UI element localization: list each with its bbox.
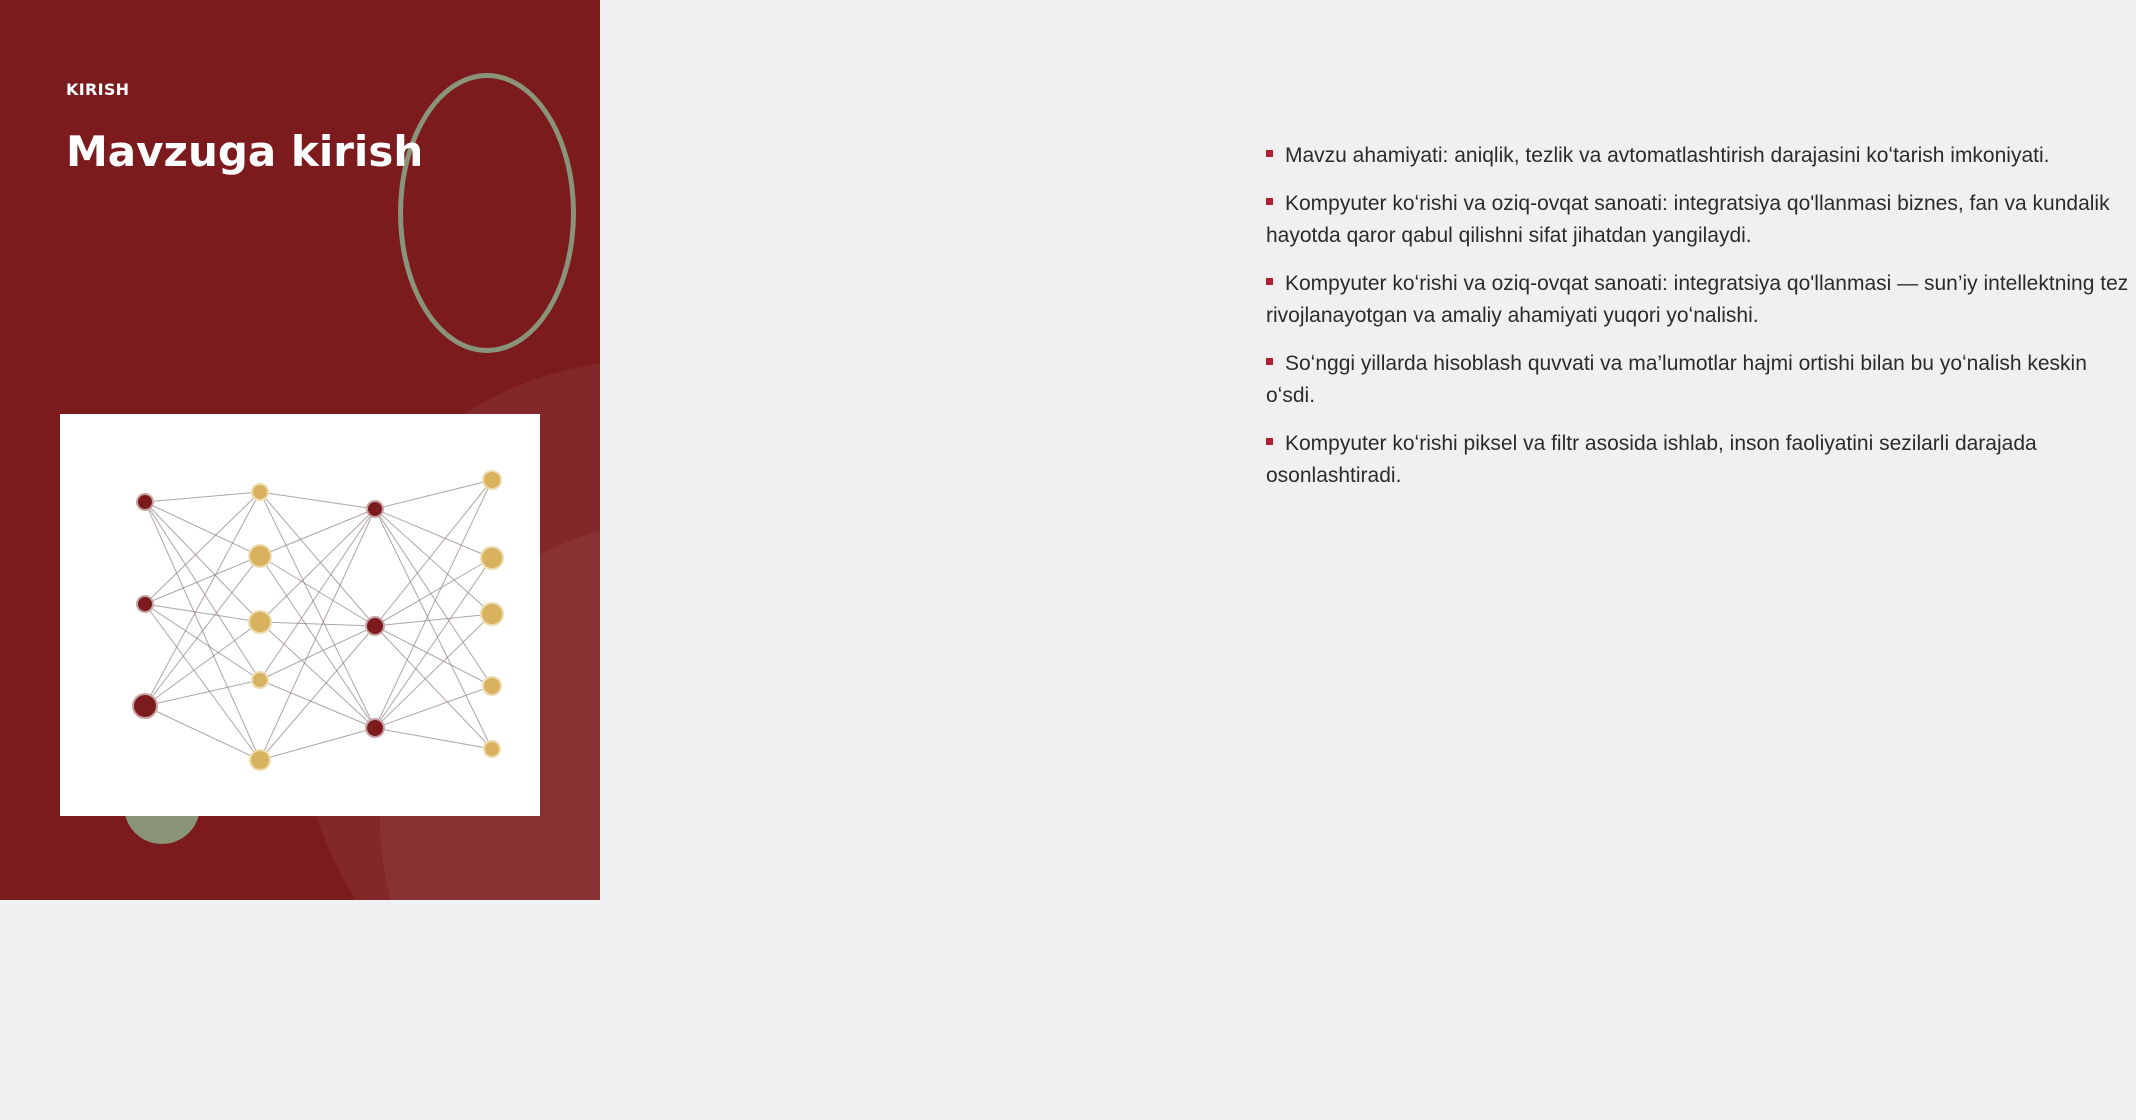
network-node [249,545,271,567]
bullet-list [1266,140,2136,508]
network-edge [145,556,260,604]
square-bullet-icon [1266,198,1273,205]
network-node [484,741,500,757]
network-edge [145,604,260,760]
network-edge [260,680,375,728]
network-node [481,547,503,569]
bullet-text: Kompyuter koʻrishi va oziq-ovqat sanoati: integratsiya qo'llanmasi biznes, fan va kundalik hayotda qaror qabul qilishni sifat jihatdan yangilaydi. [1266,192,2110,247]
network-edge [260,622,375,626]
network-node [367,501,383,517]
network-edge [145,492,260,502]
network-edge [145,706,260,760]
network-edge [145,604,260,622]
network-edge [375,480,492,509]
bullet-item [1266,188,2136,252]
square-bullet-icon [1266,150,1273,157]
slide-title: Mavzuga kirish [66,127,424,176]
network-node [250,750,270,770]
bullet-item [1266,428,2136,492]
network-edge [375,626,492,686]
square-bullet-icon [1266,438,1273,445]
network-node [366,719,384,737]
network-edge [260,622,375,728]
left-panel [0,0,600,900]
network-edge [260,728,375,760]
network-edge [260,509,375,622]
network-node [137,494,153,510]
network-edge [260,556,375,728]
square-bullet-icon [1266,358,1273,365]
network-edge [260,509,375,680]
bullet-text: Mavzu ahamiyati: aniqlik, tezlik va avtomatlashtirish darajasini koʻtarish imkoniyati. [1285,144,2050,167]
network-node [249,611,271,633]
network-edge [145,604,260,680]
network-edges [145,480,492,760]
bullet-item [1266,268,2136,332]
network-node [252,484,268,500]
network-edge [145,502,260,622]
network-edge [145,492,260,706]
network-edge [375,686,492,728]
network-edge [375,626,492,749]
network-node [481,603,503,625]
bullet-item [1266,348,2136,412]
bullet-text: Kompyuter koʻrishi piksel va filtr asosida ishlab, inson faoliyatini sezilarli darajada osonlashtiradi. [1266,432,2037,487]
network-node [483,471,501,489]
network-edge [375,614,492,728]
network-edge [260,492,375,626]
network-edge [375,509,492,749]
bullet-text: Soʻnggi yillarda hisoblash quvvati va ma’lumotlar hajmi ortishi bilan bu yoʻnalish keskin oʻsdi. [1266,352,2087,407]
network-node [483,677,501,695]
content-panel [600,0,2129,900]
square-bullet-icon [1266,278,1273,285]
network-node [366,617,384,635]
bullet-text: Kompyuter koʻrishi va oziq-ovqat sanoati: integratsiya qo'llanmasi — sun’iy intellektning tez rivojlanayotgan va amaliy ahamiyati yuqori yoʻnalishi. [1266,272,2129,327]
network-edge [260,509,375,556]
decorative-ring [398,73,576,353]
neural-network-image [60,414,540,816]
network-edge [375,509,492,686]
network-node [133,694,157,718]
neural-network-diagram [60,414,540,816]
bullet-item [1266,140,2136,172]
network-node [252,672,268,688]
network-edge [260,492,375,509]
section-label: KIRISH [66,80,130,99]
network-node [137,596,153,612]
network-edge [375,558,492,728]
network-edge [260,556,375,626]
